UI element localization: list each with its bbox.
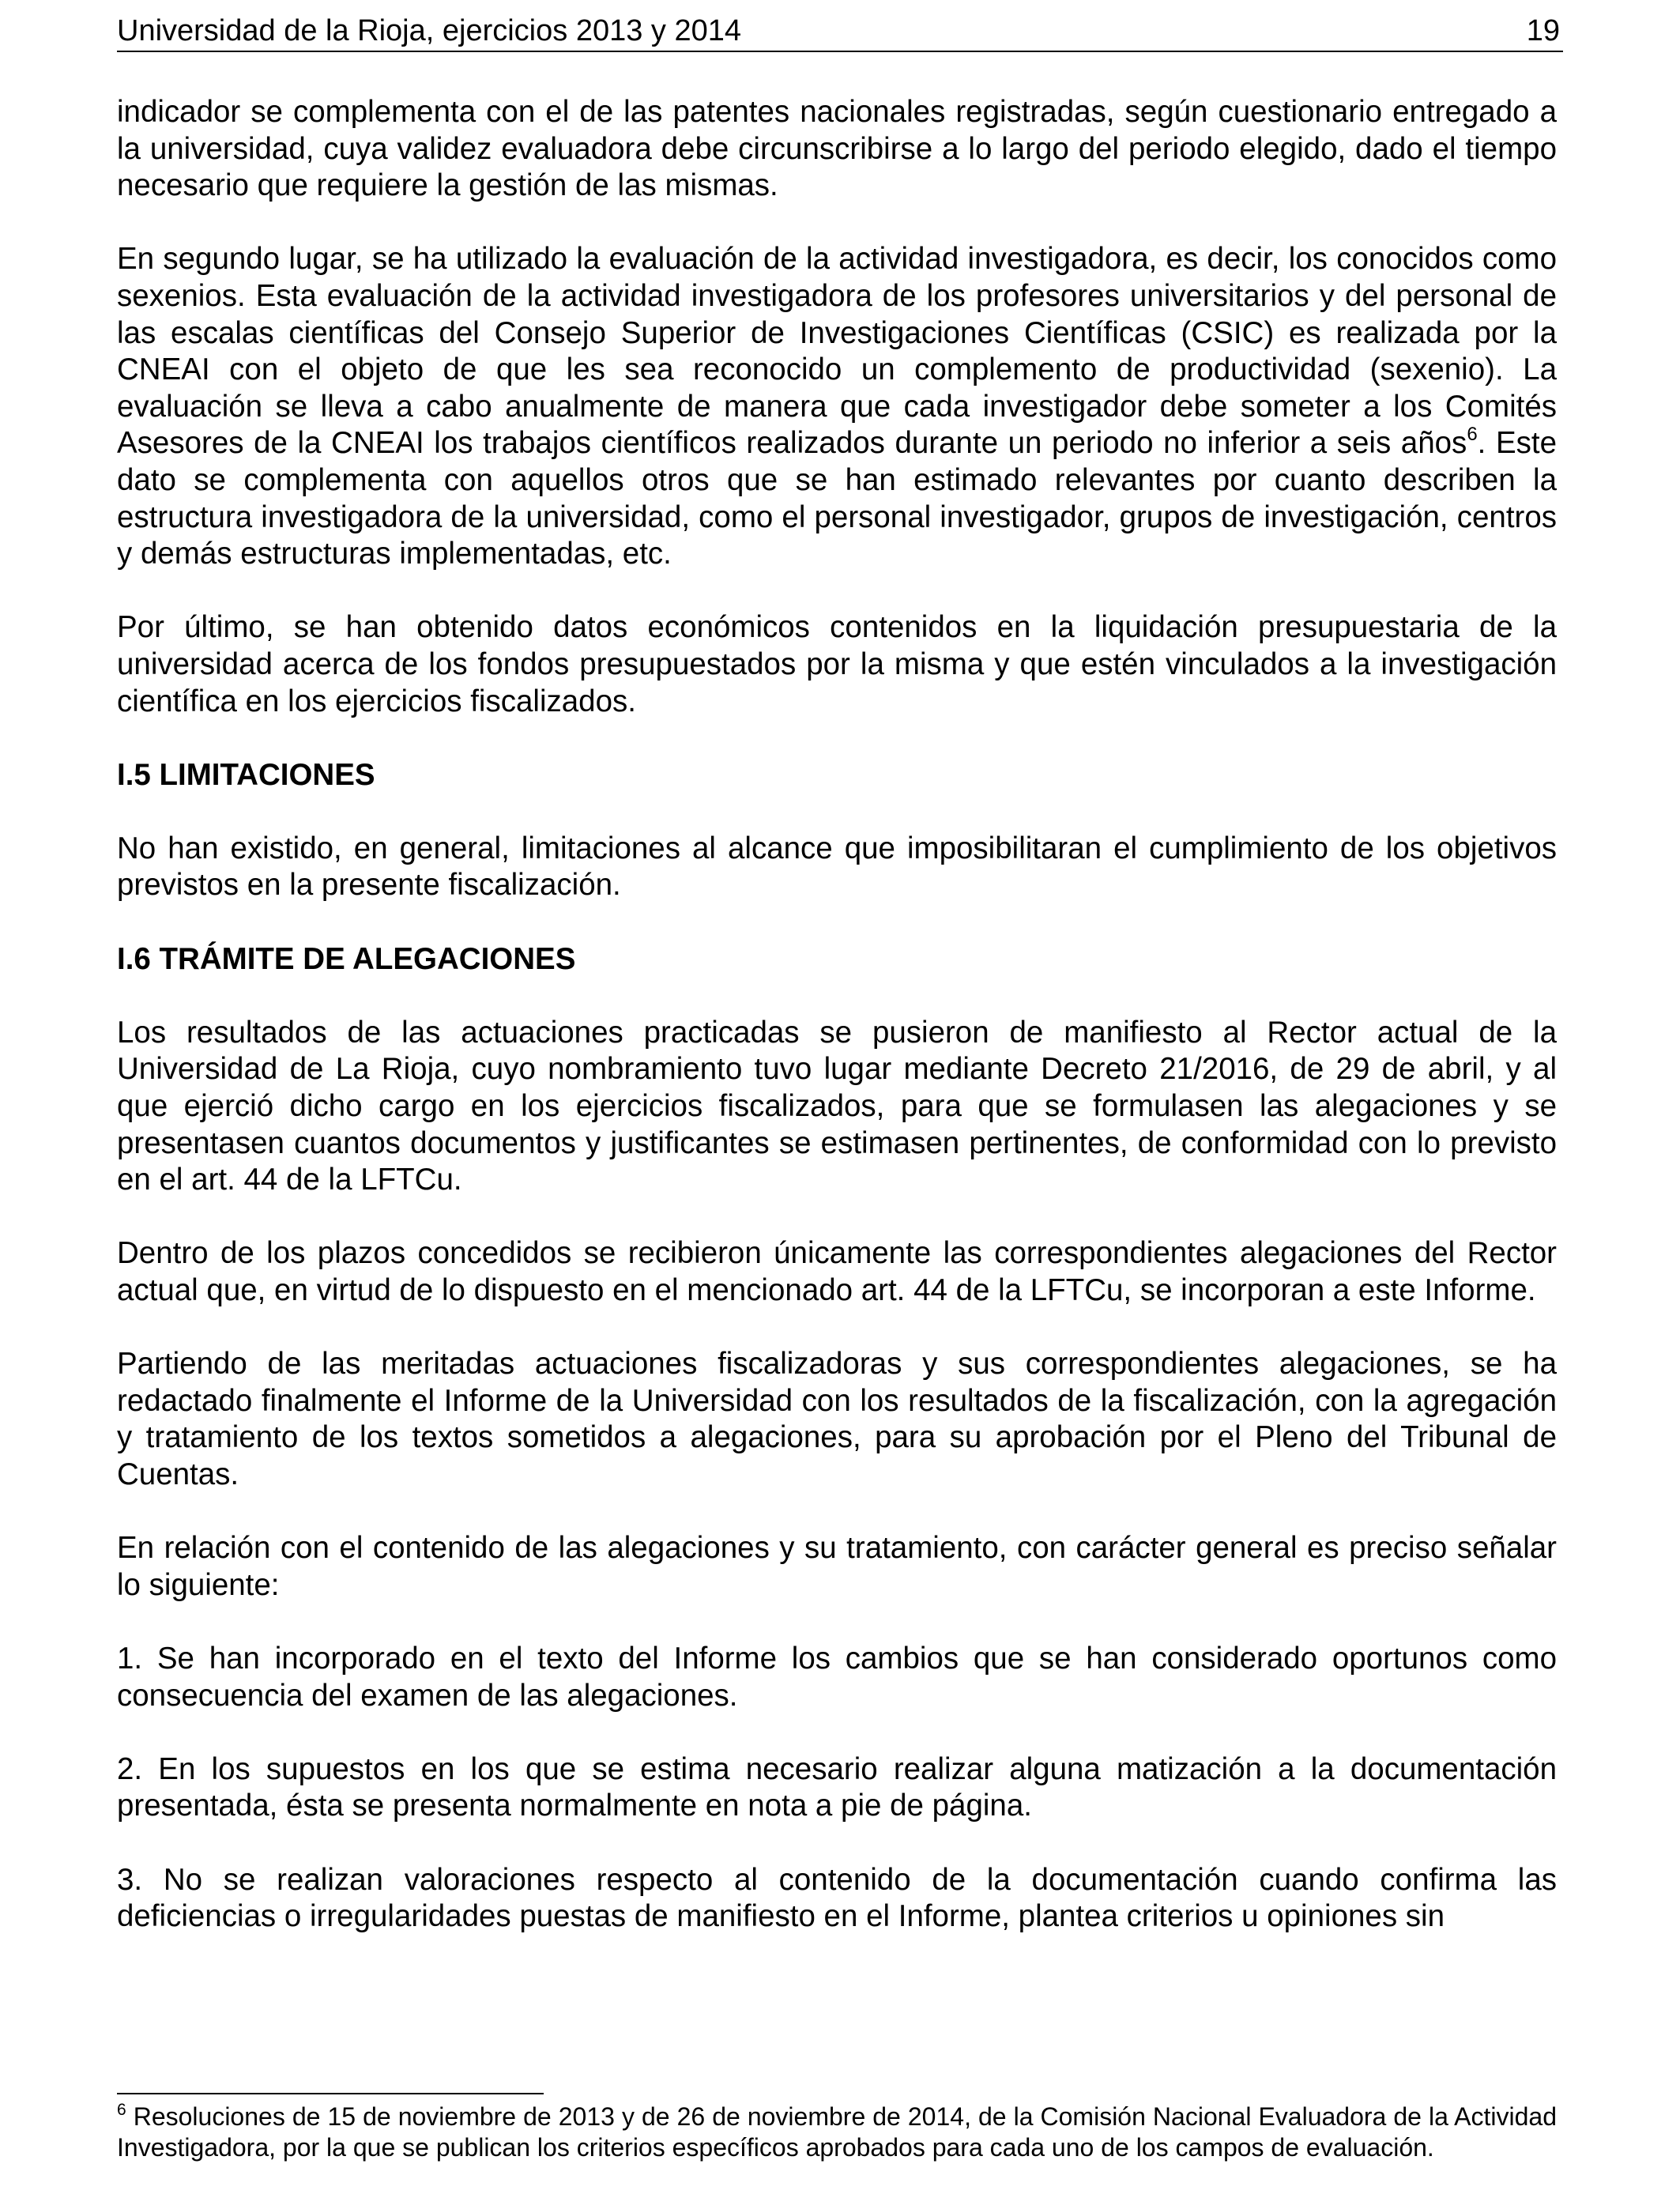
- paragraph-sexenios-part2: . Este dato se complementa con aquellos otros que se han estimado relevantes por cuanto describen la estructura investigadora de la universidad, como el personal investigador, grupos de investigación, centros y demás estructuras implementadas, etc.: [117, 426, 1557, 571]
- footnote-number: 6: [117, 2101, 126, 2119]
- paragraph-tratamiento: En relación con el contenido de las alegaciones y su tratamiento, con carácter general es preciso señalar lo siguiente:: [117, 1531, 1557, 1602]
- section-heading-limitaciones: I.5 LIMITACIONES: [117, 757, 375, 792]
- list-item-2: 2. En los supuestos en los que se estima necesario realizar alguna matización a la documentación presentada, ésta se presenta normalmente en nota a pie de página.: [117, 1751, 1557, 1823]
- paragraph-patentes: indicador se complementa con el de las patentes nacionales registradas, según cuestionario entregado a la universidad, cuya validez evaluadora debe circunscribirse a lo largo del periodo elegido, dado el tiempo necesario que requiere la gestión de las mismas.: [117, 95, 1557, 203]
- paragraph-plazos: Dentro de los plazos concedidos se recibieron únicamente las correspondientes alegaciones del Rector actual que, en virtud de lo dispuesto en el mencionado art. 44 de la LFTCu, se incorporan a este Informe.: [117, 1236, 1557, 1307]
- running-title: Universidad de la Rioja, ejercicios 2013 y 2014: [117, 14, 742, 47]
- main-text: [117, 94, 1557, 1972]
- paragraph-resultados: Los resultados de las actuaciones practicadas se pusieron de manifiesto al Rector actual de la Universidad de La Rioja, cuyo nombramiento tuvo lugar mediante Decreto 21/2016, de 29 de abril, y al que ejerció dicho cargo en los ejercicios fiscalizados, para que se formulasen las alegaciones y se presentasen cuantos documentos y justificantes se estimasen pertinentes, de conformidad con lo previsto en el art. 44 de la LFTCu.: [117, 1015, 1557, 1197]
- list-item-1: 1. Se han incorporado en el texto del Informe los cambios que se han considerado oportunos como consecuencia del examen de las alegaciones.: [117, 1641, 1557, 1713]
- paragraph-limitaciones: No han existido, en general, limitaciones al alcance que imposibilitaran el cumplimiento de los objetivos previstos en la presente fiscalización.: [117, 831, 1557, 903]
- footnote-reference[interactable]: 6: [1467, 424, 1478, 446]
- document-page: [117, 0, 1563, 2194]
- paragraph-informe: Partiendo de las meritadas actuaciones fiscalizadoras y sus correspondientes alegaciones, se ha redactado finalmente el Informe de la Universidad con los resultados de la fiscalización, con la agregación y tratamiento de los textos sometidos a alegaciones, para su aprobación por el Pleno del Tribunal de Cuentas.: [117, 1347, 1557, 1491]
- paragraph-datos-economicos: Por último, se han obtenido datos económicos contenidos en la liquidación presupuestaria de la universidad acerca de los fondos presupuestados por la misma y que estén vinculados a la investigación científica en los ejercicios fiscalizados.: [117, 610, 1557, 718]
- list-item-3: 3. No se realizan valoraciones respecto al contenido de la documentación cuando confirma las deficiencias o irregularidades puestas de manifiesto en el Informe, plantea criterios u opiniones sin: [117, 1862, 1557, 1934]
- footnote-separator: [117, 2093, 544, 2094]
- page-number: 19: [1526, 14, 1560, 47]
- footnote: [117, 2102, 1557, 2163]
- paragraph-sexenios: [117, 241, 1557, 572]
- page-header: [117, 11, 1563, 52]
- footnote-text: Resoluciones de 15 de noviembre de 2013 y de 26 de noviembre de 2014, de la Comisión Nacional Evaluadora de la Actividad Investigadora, por la que se publican los criterios específicos aprobados para cada uno de los campos de evaluación.: [117, 2102, 1557, 2162]
- section-heading-alegaciones: I.6 TRÁMITE DE ALEGACIONES: [117, 941, 576, 976]
- paragraph-sexenios-part1: En segundo lugar, se ha utilizado la evaluación de la actividad investigadora, es decir, los conocidos como sexenios. Esta evaluación de la actividad investigadora de los profesores universitarios y del personal de las escalas científicas del Consejo Superior de Investigaciones Científicas (CSIC) es realizada por la CNEAI con el objeto de que les sea reconocido un complemento de productividad (sexenio). La evaluación se lleva a cabo anualmente de manera que cada investigador debe someter a los Comités Asesores de la CNEAI los trabajos científicos realizados durante un periodo no inferior a seis años: [117, 242, 1557, 461]
